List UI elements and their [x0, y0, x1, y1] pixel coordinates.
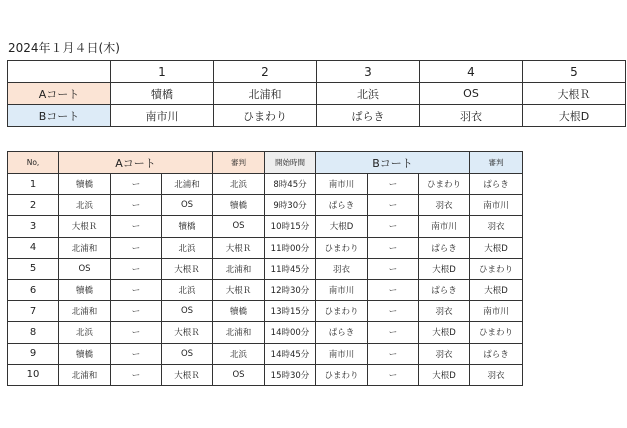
- b-court-home-team: ひまわり: [316, 301, 368, 322]
- team-cell: OS: [420, 83, 523, 105]
- b-court-referee: 羽衣: [470, 216, 523, 237]
- start-time: 8時45分: [265, 174, 316, 195]
- a-court-referee: 北浦和: [213, 322, 265, 343]
- match-schedule-table: [7, 151, 523, 386]
- schedule-row: [8, 195, 523, 216]
- header-referee-a: 審判: [213, 152, 265, 174]
- a-court-away-team: 北浜: [162, 279, 213, 300]
- start-time: 11時45分: [265, 258, 316, 279]
- b-court-away-team: 大根D: [419, 258, 470, 279]
- b-court-home-team: 南市川: [316, 174, 368, 195]
- match-number: 5: [8, 258, 59, 279]
- court-b-row: [8, 105, 626, 127]
- a-court-referee: 大根Ｒ: [213, 237, 265, 258]
- match-number: 6: [8, 279, 59, 300]
- match-number: 8: [8, 322, 59, 343]
- header-no: No,: [8, 152, 59, 174]
- header-b-court: Bコート: [316, 152, 470, 174]
- vs-mark: ー: [111, 301, 162, 322]
- b-court-away-team: 南市川: [419, 216, 470, 237]
- match-number: 2: [8, 195, 59, 216]
- a-court-home-team: 犢橋: [59, 279, 111, 300]
- b-court-away-team: ぱらき: [419, 237, 470, 258]
- court-number: 2: [214, 61, 317, 83]
- a-court-home-team: 犢橋: [59, 343, 111, 364]
- court-number: 5: [523, 61, 626, 83]
- court-number: 4: [420, 61, 523, 83]
- b-court-home-team: ぱらき: [316, 322, 368, 343]
- team-cell: ぱらき: [317, 105, 420, 127]
- vs-mark: ー: [368, 301, 419, 322]
- a-court-home-team: OS: [59, 258, 111, 279]
- b-court-away-team: 羽衣: [419, 301, 470, 322]
- b-court-referee: ひまわり: [470, 322, 523, 343]
- b-court-home-team: 南市川: [316, 279, 368, 300]
- schedule-row: [8, 322, 523, 343]
- date-label: 2024年１月４日(木): [8, 41, 120, 55]
- vs-mark: ー: [368, 364, 419, 385]
- b-court-home-team: 南市川: [316, 343, 368, 364]
- vs-mark: ー: [368, 279, 419, 300]
- start-time: 12時30分: [265, 279, 316, 300]
- b-court-referee: 大根D: [470, 237, 523, 258]
- vs-mark: ー: [111, 364, 162, 385]
- a-court-referee: 大根Ｒ: [213, 279, 265, 300]
- header-a-court: Aコート: [59, 152, 213, 174]
- court-number-row: [8, 61, 626, 83]
- vs-mark: ー: [111, 237, 162, 258]
- b-court-referee: 南市川: [470, 195, 523, 216]
- court-a-label: Aコート: [8, 83, 111, 105]
- vs-mark: ー: [368, 195, 419, 216]
- court-a-row: [8, 83, 626, 105]
- header-start-time: 開始時間: [265, 152, 316, 174]
- b-court-away-team: ぱらき: [419, 279, 470, 300]
- vs-mark: ー: [111, 174, 162, 195]
- vs-mark: ー: [368, 258, 419, 279]
- vs-mark: ー: [111, 216, 162, 237]
- match-number: 9: [8, 343, 59, 364]
- court-assignment-table: [7, 60, 626, 127]
- a-court-referee: 犢橋: [213, 195, 265, 216]
- court-number: 1: [111, 61, 214, 83]
- match-number: 7: [8, 301, 59, 322]
- b-court-away-team: 大根D: [419, 364, 470, 385]
- b-court-home-team: 羽衣: [316, 258, 368, 279]
- b-court-referee: 羽衣: [470, 364, 523, 385]
- a-court-referee: 犢橋: [213, 301, 265, 322]
- match-number: 3: [8, 216, 59, 237]
- b-court-referee: 南市川: [470, 301, 523, 322]
- a-court-referee: OS: [213, 216, 265, 237]
- schedule-row: [8, 237, 523, 258]
- start-time: 14時45分: [265, 343, 316, 364]
- b-court-referee: ぱらき: [470, 343, 523, 364]
- a-court-home-team: 北浦和: [59, 237, 111, 258]
- b-court-away-team: 羽衣: [419, 343, 470, 364]
- b-court-home-team: ひまわり: [316, 364, 368, 385]
- match-number: 10: [8, 364, 59, 385]
- court-number: 3: [317, 61, 420, 83]
- a-court-away-team: 北浦和: [162, 174, 213, 195]
- b-court-referee: 大根D: [470, 279, 523, 300]
- a-court-away-team: 犢橋: [162, 216, 213, 237]
- a-court-referee: OS: [213, 364, 265, 385]
- start-time: 9時30分: [265, 195, 316, 216]
- a-court-referee: 北浜: [213, 174, 265, 195]
- schedule-row: [8, 174, 523, 195]
- schedule-row: [8, 258, 523, 279]
- team-cell: 大根D: [523, 105, 626, 127]
- start-time: 14時00分: [265, 322, 316, 343]
- vs-mark: ー: [111, 343, 162, 364]
- vs-mark: ー: [111, 322, 162, 343]
- vs-mark: ー: [111, 279, 162, 300]
- schedule-row: [8, 216, 523, 237]
- a-court-home-team: 大根Ｒ: [59, 216, 111, 237]
- a-court-away-team: 大根Ｒ: [162, 364, 213, 385]
- a-court-home-team: 北浜: [59, 195, 111, 216]
- a-court-away-team: 大根Ｒ: [162, 322, 213, 343]
- a-court-home-team: 北浦和: [59, 364, 111, 385]
- court-b-label: Bコート: [8, 105, 111, 127]
- b-court-home-team: ひまわり: [316, 237, 368, 258]
- b-court-referee: ひまわり: [470, 258, 523, 279]
- match-number: 4: [8, 237, 59, 258]
- vs-mark: ー: [368, 343, 419, 364]
- header-referee-b: 審判: [470, 152, 523, 174]
- a-court-away-team: 北浜: [162, 237, 213, 258]
- a-court-away-team: OS: [162, 343, 213, 364]
- vs-mark: ー: [111, 258, 162, 279]
- vs-mark: ー: [368, 237, 419, 258]
- schedule-row: [8, 364, 523, 385]
- corner-cell: [8, 61, 111, 83]
- team-cell: 犢橋: [111, 83, 214, 105]
- b-court-away-team: 大根D: [419, 322, 470, 343]
- schedule-row: [8, 301, 523, 322]
- schedule-header-row: [8, 152, 523, 174]
- vs-mark: ー: [368, 322, 419, 343]
- b-court-away-team: 羽衣: [419, 195, 470, 216]
- a-court-home-team: 北浦和: [59, 301, 111, 322]
- a-court-away-team: OS: [162, 301, 213, 322]
- a-court-home-team: 犢橋: [59, 174, 111, 195]
- b-court-referee: ぱらき: [470, 174, 523, 195]
- vs-mark: ー: [368, 216, 419, 237]
- a-court-referee: 北浦和: [213, 258, 265, 279]
- b-court-home-team: ぱらき: [316, 195, 368, 216]
- team-cell: 南市川: [111, 105, 214, 127]
- start-time: 11時00分: [265, 237, 316, 258]
- team-cell: 大根Ｒ: [523, 83, 626, 105]
- team-cell: 北浦和: [214, 83, 317, 105]
- a-court-away-team: OS: [162, 195, 213, 216]
- start-time: 10時15分: [265, 216, 316, 237]
- match-number: 1: [8, 174, 59, 195]
- start-time: 15時30分: [265, 364, 316, 385]
- team-cell: 北浜: [317, 83, 420, 105]
- team-cell: 羽衣: [420, 105, 523, 127]
- b-court-away-team: ひまわり: [419, 174, 470, 195]
- vs-mark: ー: [111, 195, 162, 216]
- schedule-row: [8, 279, 523, 300]
- team-cell: ひまわり: [214, 105, 317, 127]
- vs-mark: ー: [368, 174, 419, 195]
- start-time: 13時15分: [265, 301, 316, 322]
- b-court-home-team: 大根D: [316, 216, 368, 237]
- schedule-row: [8, 343, 523, 364]
- a-court-away-team: 大根Ｒ: [162, 258, 213, 279]
- a-court-referee: 北浜: [213, 343, 265, 364]
- a-court-home-team: 北浜: [59, 322, 111, 343]
- schedule-body: [8, 174, 523, 386]
